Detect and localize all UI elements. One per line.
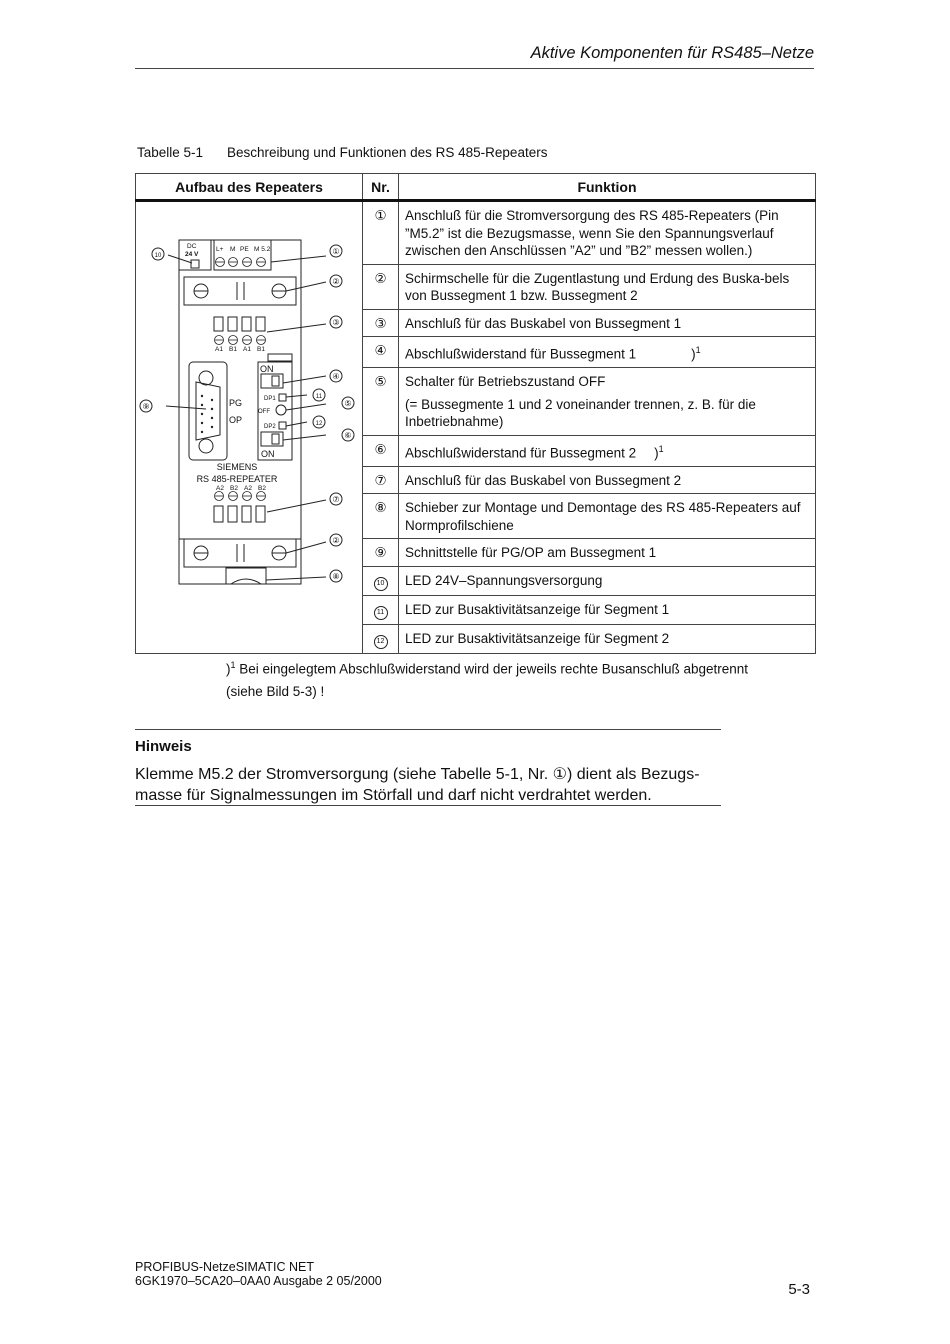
terminal-label: B1 <box>257 346 265 353</box>
callout-2: ② <box>332 277 340 286</box>
running-header: Aktive Komponenten für RS485–Netze <box>530 44 814 62</box>
terminal-label: B2 <box>258 485 266 492</box>
header-nr: Nr. <box>363 174 399 201</box>
callout-8: ⑧ <box>332 572 340 581</box>
row-text: LED 24V–Spannungsversorgung <box>399 566 816 595</box>
callout-4: ④ <box>332 372 340 381</box>
repeater-table <box>135 173 816 654</box>
callout-10: 10 <box>154 253 162 259</box>
dp1-label: DP1 <box>264 396 276 402</box>
callout-11: 11 <box>315 394 323 400</box>
row-nr: ④ <box>363 337 399 368</box>
callout-9: ⑨ <box>142 402 150 411</box>
row-text: Abschlußwiderstand für Bussegment 1 <box>405 346 637 362</box>
row-nr: 11 <box>374 606 388 620</box>
terminal-label: L+ <box>216 246 224 253</box>
callout-2b: ② <box>332 536 340 545</box>
row-text-cell <box>399 435 816 466</box>
callout-3: ③ <box>332 318 340 327</box>
on2-label: ON <box>261 449 275 459</box>
row-text: Schieber zur Montage und Demontage des RS 485-Repeaters auf Normprofilschiene <box>399 494 816 539</box>
terminal-label: M 5.2 <box>254 246 271 253</box>
op-label: OP <box>229 415 243 425</box>
footnote-sup: 1 <box>658 443 664 454</box>
note-rule-bottom <box>135 805 721 806</box>
row-nr-cell <box>363 566 399 595</box>
header-funktion: Funktion <box>399 174 816 201</box>
row-text-cell <box>399 368 816 436</box>
volt-label: 24 V <box>185 251 199 258</box>
dp2-label: DP2 <box>264 424 276 430</box>
row-text: Schalter für Betriebszustand OFF <box>405 374 606 389</box>
led-dp1 <box>279 394 286 401</box>
row-nr: ② <box>363 264 399 309</box>
row-text-detail: (= Bussegmente 1 und 2 voneinander trennen, z. B. für die Inbetriebnahme) <box>405 396 756 429</box>
off-switch <box>276 405 286 415</box>
callout-5: ⑤ <box>344 399 352 408</box>
footnote-ref: ) <box>691 346 696 362</box>
table-header-row <box>136 174 816 201</box>
footnote-text: Bei eingelegtem Abschlußwiderstand wird der jeweils rechte Busanschluß abgetrennt <box>235 661 749 677</box>
row-nr: ⑤ <box>363 368 399 436</box>
page-number: 5-3 <box>788 1281 810 1298</box>
row-nr: ① <box>363 201 399 265</box>
footnote-line2: (siehe Bild 5-3) ! <box>226 683 325 699</box>
callout-6: ⑥ <box>344 431 352 440</box>
callout-7: ⑦ <box>332 495 340 504</box>
callout-1: ① <box>332 247 340 256</box>
row-nr: ⑧ <box>363 494 399 539</box>
footnote-sup: 1 <box>695 345 701 355</box>
led-dp2 <box>279 422 286 429</box>
row-text-cell <box>399 337 816 368</box>
row-nr: 12 <box>374 635 388 649</box>
callout-12: 12 <box>315 421 323 427</box>
repeater-diagram-cell <box>136 201 363 654</box>
note-rule-top <box>135 729 721 730</box>
row-text: LED zur Busaktivitätsanzeige für Segment 2 <box>399 624 816 653</box>
header-aufbau: Aufbau des Repeaters <box>136 174 363 201</box>
on-label: ON <box>260 364 274 374</box>
caption-text: Beschreibung und Funktionen des RS 485-Repeaters <box>227 145 548 160</box>
model-label: RS 485-REPEATER <box>196 474 278 484</box>
row-nr: ⑦ <box>363 466 399 494</box>
row-nr: ⑥ <box>363 435 399 466</box>
off-label: OFF <box>258 409 270 415</box>
row-nr-cell <box>363 595 399 624</box>
footnote-sup: 1 <box>230 660 236 670</box>
row-text: Abschlußwiderstand für Bussegment 2 <box>405 445 637 460</box>
led-24v <box>191 260 199 268</box>
footer-order: 6GK1970–5CA20–0AA0 Ausgabe 2 05/2000 <box>135 1274 382 1288</box>
row-text: Anschluß für das Buskabel von Bussegment 1 <box>399 309 816 337</box>
row-text: Schirmschelle für die Zugentlastung und Erdung des Buska-bels von Bussegment 1 bzw. Bussegment 2 <box>399 264 816 309</box>
terminal-label: A1 <box>215 346 223 353</box>
brand-label: SIEMENS <box>216 462 258 472</box>
pg-label: PG <box>229 398 243 408</box>
row-text: Anschluß für die Stromversorgung des RS 485-Repeaters (Pin ”M5.2” ist die Bezugsmasse, wenn Sie den Spannungsverlauf zwischen den Anschlüssen ”A2” und ”B2” messen wollen.) <box>399 201 816 265</box>
footnote-ref: ) <box>654 445 659 460</box>
row-nr: ③ <box>363 309 399 337</box>
row-nr: ⑨ <box>363 539 399 567</box>
table-row <box>136 201 816 265</box>
row-nr-cell <box>363 624 399 653</box>
footnote <box>226 654 806 703</box>
footer-title: PROFIBUS-NetzeSIMATIC NET <box>135 1260 314 1274</box>
footnote-marker: ) <box>226 661 231 677</box>
dc-label: DC <box>187 243 197 250</box>
terminal-label: B1 <box>229 346 237 353</box>
row-nr: 10 <box>374 577 388 591</box>
row-text: Schnittstelle für PG/OP am Bussegment 1 <box>399 539 816 567</box>
note-heading: Hinweis <box>135 738 192 755</box>
row-text: Anschluß für das Buskabel von Bussegment 2 <box>399 466 816 494</box>
terminal-label: A2 <box>216 485 224 492</box>
terminal-label: A1 <box>243 346 251 353</box>
repeater-diagram <box>136 202 363 628</box>
terminal-label: B2 <box>230 485 238 492</box>
table-caption <box>137 145 547 160</box>
housing-outline <box>179 240 301 584</box>
header-rule <box>135 68 814 69</box>
caption-number: Tabelle 5-1 <box>137 145 204 160</box>
terminal-label: M <box>230 246 236 253</box>
terminal-label: A2 <box>244 485 252 492</box>
note-text: Klemme M5.2 der Stromversorgung (siehe Tabelle 5-1, Nr. ①) dient als Bezugs-masse für Signalmessungen im Störfall und darf nicht verdrahtet werden. <box>135 766 700 804</box>
terminal-label: PE <box>240 246 249 253</box>
row-text: LED zur Busaktivitätsanzeige für Segment 1 <box>399 595 816 624</box>
